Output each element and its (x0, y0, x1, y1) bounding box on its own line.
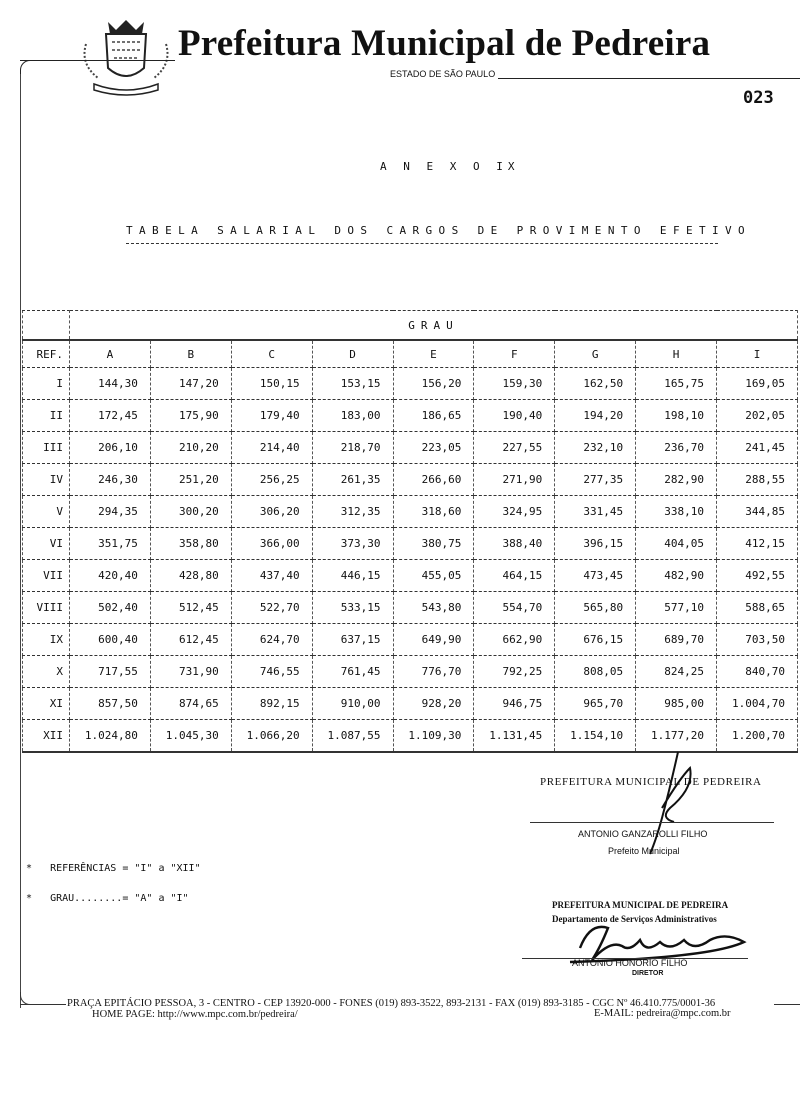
salary-cell: 1.045,30 (150, 720, 231, 753)
salary-cell: 649,90 (393, 624, 474, 656)
salary-cell: 637,15 (312, 624, 393, 656)
table-row (23, 432, 798, 464)
salary-cell: 703,50 (717, 624, 798, 656)
salary-cell: 1.087,55 (312, 720, 393, 753)
salary-table-body (23, 368, 798, 753)
salary-cell: 446,15 (312, 560, 393, 592)
table-title: TABELA SALARIAL DOS CARGOS DE PROVIMENTO EFETIVO (126, 224, 752, 237)
salary-cell: 232,10 (555, 432, 636, 464)
salary-cell: 165,75 (636, 368, 717, 400)
salary-cell: 502,40 (70, 592, 151, 624)
salary-cell: 288,55 (717, 464, 798, 496)
municipal-crest-logo (78, 14, 174, 96)
salary-cell: 169,05 (717, 368, 798, 400)
salary-cell: 1.024,80 (70, 720, 151, 753)
salary-cell: 404,05 (636, 528, 717, 560)
salary-cell: 331,45 (555, 496, 636, 528)
salary-cell: 473,45 (555, 560, 636, 592)
salary-cell: 271,90 (474, 464, 555, 496)
mayor-role: Prefeito Municipal (608, 846, 680, 856)
table-group-header-row (23, 311, 798, 341)
row-ref-cell: V (23, 496, 70, 528)
director-name: ANTONIO HONORIO FILHO (572, 958, 688, 968)
salary-cell: 150,15 (231, 368, 312, 400)
salary-cell: 412,15 (717, 528, 798, 560)
grade-header-i: I (717, 340, 798, 368)
stamp-department: Departamento de Serviços Administrativos (552, 914, 717, 924)
salary-cell: 324,95 (474, 496, 555, 528)
salary-cell: 210,20 (150, 432, 231, 464)
salary-cell: 946,75 (474, 688, 555, 720)
salary-cell: 162,50 (555, 368, 636, 400)
salary-cell: 717,55 (70, 656, 151, 688)
header-frame-line (20, 60, 175, 62)
salary-cell: 543,80 (393, 592, 474, 624)
salary-cell: 624,70 (231, 624, 312, 656)
institution-title: Prefeitura Municipal de Pedreira (178, 23, 711, 64)
row-ref-cell: I (23, 368, 70, 400)
table-title-underline (126, 243, 718, 244)
grade-header-g: G (555, 340, 636, 368)
table-row (23, 592, 798, 624)
row-ref-cell: IX (23, 624, 70, 656)
salary-cell: 985,00 (636, 688, 717, 720)
salary-cell: 588,65 (717, 592, 798, 624)
salary-cell: 206,10 (70, 432, 151, 464)
salary-cell: 277,35 (555, 464, 636, 496)
salary-cell: 396,15 (555, 528, 636, 560)
salary-cell: 251,20 (150, 464, 231, 496)
salary-cell: 840,70 (717, 656, 798, 688)
header-frame-line-right (498, 78, 800, 80)
grade-header-b: B (150, 340, 231, 368)
salary-cell: 144,30 (70, 368, 151, 400)
salary-cell: 236,70 (636, 432, 717, 464)
salary-cell: 241,45 (717, 432, 798, 464)
row-ref-cell: VII (23, 560, 70, 592)
salary-cell: 1.200,70 (717, 720, 798, 753)
mayor-signature (640, 748, 700, 858)
salary-cell: 266,60 (393, 464, 474, 496)
salary-cell: 792,25 (474, 656, 555, 688)
row-ref-cell: XI (23, 688, 70, 720)
table-corner-cell (23, 311, 70, 341)
salary-cell: 198,10 (636, 400, 717, 432)
salary-cell: 676,15 (555, 624, 636, 656)
table-row (23, 400, 798, 432)
salary-cell: 1.131,45 (474, 720, 555, 753)
salary-cell: 1.177,20 (636, 720, 717, 753)
salary-cell: 358,80 (150, 528, 231, 560)
salary-cell: 261,35 (312, 464, 393, 496)
salary-cell: 482,90 (636, 560, 717, 592)
salary-cell: 464,15 (474, 560, 555, 592)
salary-cell: 218,70 (312, 432, 393, 464)
salary-cell: 186,65 (393, 400, 474, 432)
salary-cell: 746,55 (231, 656, 312, 688)
salary-cell: 223,05 (393, 432, 474, 464)
salary-cell: 227,55 (474, 432, 555, 464)
grade-header-a: A (70, 340, 151, 368)
footer-address: PRAÇA EPITÁCIO PESSOA, 3 - CENTRO - CEP 13920-000 - FONES (019) 893-3522, 893-2131 - FAX (019) 893-3185 - CGC Nº 46.410.775/0001-36 (67, 998, 716, 1009)
salary-cell: 1.004,70 (717, 688, 798, 720)
salary-cell: 156,20 (393, 368, 474, 400)
salary-cell: 689,70 (636, 624, 717, 656)
footer-rule-right (774, 1004, 800, 1005)
salary-cell: 172,45 (70, 400, 151, 432)
grade-header-c: C (231, 340, 312, 368)
salary-cell: 554,70 (474, 592, 555, 624)
row-ref-cell: X (23, 656, 70, 688)
salary-cell: 380,75 (393, 528, 474, 560)
header-frame-corner (20, 60, 35, 75)
salary-cell: 202,05 (717, 400, 798, 432)
salary-cell: 306,20 (231, 496, 312, 528)
salary-cell: 175,90 (150, 400, 231, 432)
salary-table (22, 310, 798, 753)
salary-cell: 910,00 (312, 688, 393, 720)
signature-institution: PREFEITURA MUNICIPAL DE PEDREIRA (540, 776, 762, 788)
salary-cell: 522,70 (231, 592, 312, 624)
mayor-name: ANTONIO GANZAROLLI FILHO (578, 829, 708, 839)
table-row (23, 688, 798, 720)
salary-cell: 455,05 (393, 560, 474, 592)
grade-group-header: GRAU (70, 311, 798, 341)
salary-cell: 874,65 (150, 688, 231, 720)
salary-cell: 366,00 (231, 528, 312, 560)
salary-cell: 565,80 (555, 592, 636, 624)
salary-cell: 761,45 (312, 656, 393, 688)
salary-cell: 153,15 (312, 368, 393, 400)
salary-cell: 824,25 (636, 656, 717, 688)
grade-header-h: H (636, 340, 717, 368)
ref-column-header: REF. (23, 340, 70, 368)
salary-cell: 256,25 (231, 464, 312, 496)
table-row (23, 624, 798, 656)
salary-cell: 928,20 (393, 688, 474, 720)
row-ref-cell: VIII (23, 592, 70, 624)
salary-cell: 731,90 (150, 656, 231, 688)
salary-cell: 857,50 (70, 688, 151, 720)
table-row (23, 496, 798, 528)
salary-cell: 318,60 (393, 496, 474, 528)
salary-cell: 190,40 (474, 400, 555, 432)
salary-cell: 512,45 (150, 592, 231, 624)
grade-header-e: E (393, 340, 474, 368)
salary-cell: 373,30 (312, 528, 393, 560)
salary-cell: 388,40 (474, 528, 555, 560)
row-ref-cell: VI (23, 528, 70, 560)
salary-cell: 577,10 (636, 592, 717, 624)
row-ref-cell: III (23, 432, 70, 464)
salary-cell: 1.109,30 (393, 720, 474, 753)
stamp-institution: PREFEITURA MUNICIPAL DE PEDREIRA (552, 900, 729, 910)
salary-cell: 312,35 (312, 496, 393, 528)
salary-cell: 428,80 (150, 560, 231, 592)
salary-cell: 1.066,20 (231, 720, 312, 753)
salary-cell: 600,40 (70, 624, 151, 656)
salary-cell: 183,00 (312, 400, 393, 432)
table-row (23, 656, 798, 688)
annex-title: A N E X O IX (380, 160, 520, 173)
signature-line (530, 822, 774, 823)
note-grades: * GRAU........= "A" a "I" (26, 893, 189, 904)
salary-cell: 808,05 (555, 656, 636, 688)
salary-cell: 612,45 (150, 624, 231, 656)
salary-cell: 965,70 (555, 688, 636, 720)
row-ref-cell: XII (23, 720, 70, 753)
salary-cell: 159,30 (474, 368, 555, 400)
salary-cell: 420,40 (70, 560, 151, 592)
table-row (23, 464, 798, 496)
state-subtitle: ESTADO DE SÃO PAULO (390, 69, 496, 79)
salary-cell: 214,40 (231, 432, 312, 464)
note-references: * REFERÊNCIAS = "I" a "XII" (26, 863, 201, 874)
page-number: 023 (743, 88, 774, 108)
salary-cell: 492,55 (717, 560, 798, 592)
footer-homepage: HOME PAGE: http://www.mpc.com.br/pedreira/ (92, 1009, 298, 1020)
salary-cell: 282,90 (636, 464, 717, 496)
footer-rule-left (20, 1004, 66, 1005)
salary-cell: 776,70 (393, 656, 474, 688)
salary-cell: 662,90 (474, 624, 555, 656)
salary-cell: 344,85 (717, 496, 798, 528)
table-column-header-row (23, 340, 798, 368)
table-row (23, 368, 798, 400)
director-role: DIRETOR (632, 970, 664, 977)
row-ref-cell: IV (23, 464, 70, 496)
table-row (23, 528, 798, 560)
footer-email: E-MAIL: pedreira@mpc.com.br (594, 1008, 731, 1019)
row-ref-cell: II (23, 400, 70, 432)
salary-cell: 892,15 (231, 688, 312, 720)
table-row (23, 560, 798, 592)
grade-header-d: D (312, 340, 393, 368)
salary-cell: 294,35 (70, 496, 151, 528)
salary-cell: 194,20 (555, 400, 636, 432)
salary-cell: 179,40 (231, 400, 312, 432)
salary-cell: 300,20 (150, 496, 231, 528)
salary-cell: 351,75 (70, 528, 151, 560)
salary-cell: 1.154,10 (555, 720, 636, 753)
salary-cell: 246,30 (70, 464, 151, 496)
grade-header-f: F (474, 340, 555, 368)
salary-cell: 338,10 (636, 496, 717, 528)
salary-cell: 437,40 (231, 560, 312, 592)
salary-cell: 533,15 (312, 592, 393, 624)
salary-cell: 147,20 (150, 368, 231, 400)
